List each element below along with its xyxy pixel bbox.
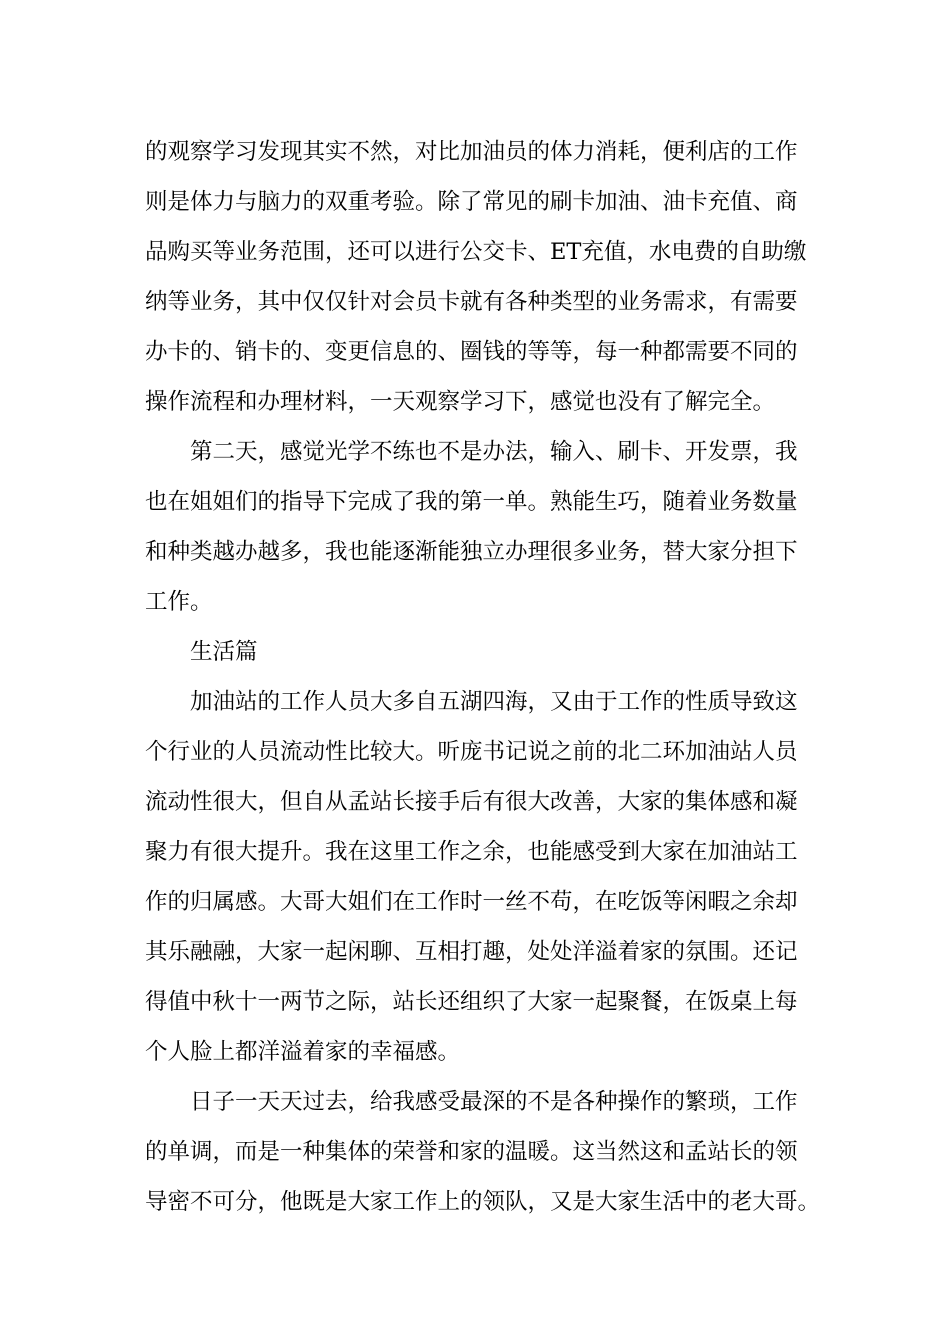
text-line: 则是体力与脑力的双重考验。除了常见的刷卡加油、油卡充值、商 [145,189,798,215]
text-line: 聚力有很大提升。我在这里工作之余，也能感受到大家在加油站工 [145,839,798,865]
paragraph-first-line: 日子一天天过去，给我感受最深的不是各种操作的繁琐，工作 [190,1089,798,1115]
text-line: 个行业的人员流动性比较大。听庞书记说之前的北二环加油站人员 [145,739,798,765]
text-line: 的单调，而是一种集体的荣誉和家的温暖。这当然这和孟站长的领 [145,1139,798,1165]
text-line: 得值中秋十一两节之际，站长还组织了大家一起聚餐，在饭桌上每 [145,989,798,1015]
text-line: 作的归属感。大哥大姐们在工作时一丝不苟，在吃饭等闲暇之余却 [145,889,798,915]
text-line: 也在姐姐们的指导下完成了我的第一单。熟能生巧，随着业务数量 [145,489,798,515]
text-line: 办卡的、销卡的、变更信息的、圈钱的等等，每一种都需要不同的 [145,339,798,365]
section-heading: 生活篇 [190,639,258,665]
text-line: 其乐融融，大家一起闲聊、互相打趣，处处洋溢着家的氛围。还记 [145,939,798,965]
text-line: 操作流程和办理材料，一天观察学习下，感觉也没有了解完全。 [145,389,776,415]
text-line: 和种类越办越多，我也能逐渐能独立办理很多业务，替大家分担下 [145,539,798,565]
text-line: 工作。 [145,589,213,615]
text-line: 的观察学习发现其实不然，对比加油员的体力消耗，便利店的工作 [145,139,798,165]
text-line: 流动性很大，但自从孟站长接手后有很大改善，大家的集体感和凝 [145,789,798,815]
text-line: 导密不可分，他既是大家工作上的领队，又是大家生活中的老大哥。 [145,1189,821,1215]
paragraph-first-line: 加油站的工作人员大多自五湖四海，又由于工作的性质导致这 [190,689,798,715]
paragraph-first-line: 第二天，感觉光学不练也不是办法，输入、刷卡、开发票，我 [190,439,798,465]
text-line: 纳等业务，其中仅仅针对会员卡就有各种类型的业务需求，有需要 [145,289,798,315]
text-line: 个人脸上都洋溢着家的幸福感。 [145,1039,461,1065]
text-line: 品购买等业务范围，还可以进行公交卡、ET充值，水电费的自助缴 [145,239,807,265]
